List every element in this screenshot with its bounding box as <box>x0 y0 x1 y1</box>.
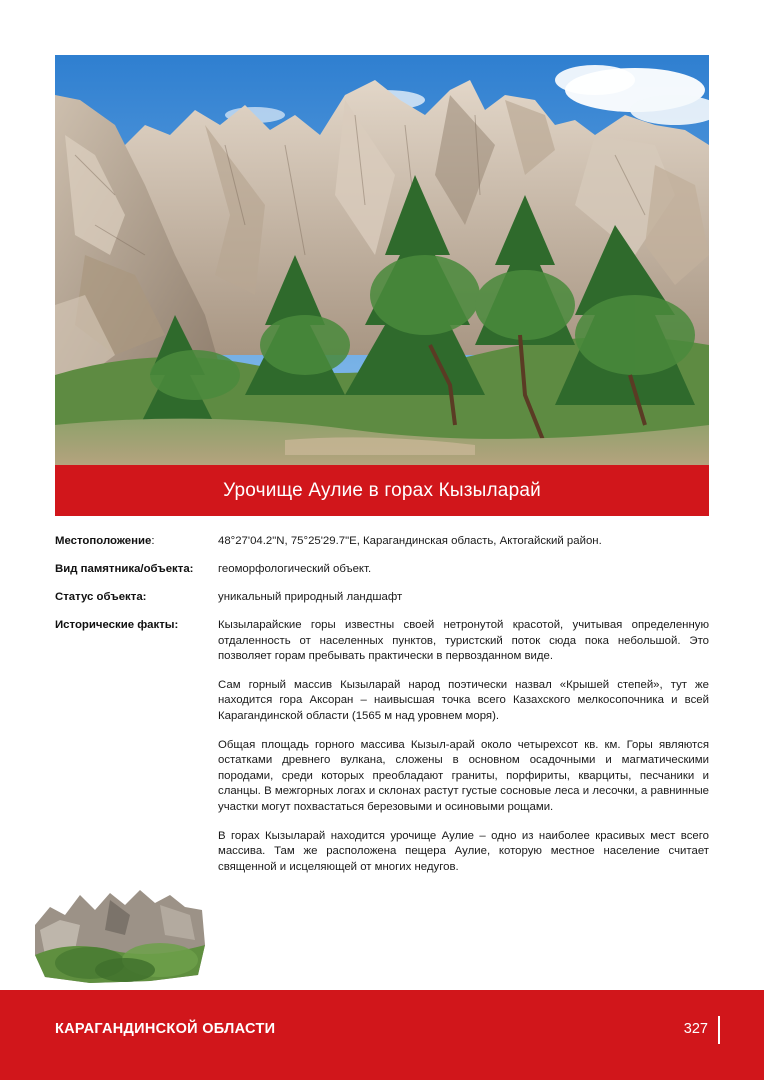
decorative-rock-illustration <box>30 885 208 985</box>
status-label: Статус объекта: <box>55 591 147 603</box>
info-section <box>55 534 709 888</box>
page-number: 327 <box>683 1021 708 1037</box>
type-value: геоморфологический объект. <box>218 563 372 575</box>
page-title: Урочище Аулие в горах Кызыларай <box>223 479 541 501</box>
location-label: Местоположение: <box>55 535 155 547</box>
history-row <box>55 618 709 875</box>
status-row <box>55 590 709 618</box>
history-label: Исторические факты: <box>55 619 179 631</box>
type-row <box>55 562 709 590</box>
status-value: уникальный природный ландшафт <box>218 591 403 603</box>
history-text <box>218 618 709 875</box>
footer-divider <box>718 1016 720 1044</box>
hero-photo <box>55 55 709 465</box>
rock-cutout-image <box>30 885 208 985</box>
mountain-landscape-image <box>55 55 709 465</box>
location-value: 48°27'04.2"N, 75°25'29.7"E, Карагандинская область, Актогайский район. <box>218 535 602 547</box>
footer-bar <box>0 990 764 1080</box>
location-row <box>55 534 709 562</box>
history-paragraph: Кызыларайские горы известны своей нетронутой красотой, учитывая определенную отдаленность от населенных пунктов, туристский поток сюда пока небольшой. Это позволяет горам пребывать практически в первозданном виде. <box>218 619 709 663</box>
history-paragraph: Общая площадь горного массива Кызыл-арай около четырехсот кв. км. Горы являются остатками древнего вулкана, сложены в основном осадочными и магматическими породами, среди которых преобладают граниты, порфириты, кварциты, песчаники и сланцы. В межгорных логах и склонах растут густые сосновые леса и лесочки, а равнинные участки могут похвастаться березовыми и осиновыми рощами. <box>218 738 709 813</box>
type-label: Вид памятника/объекта: <box>55 563 194 575</box>
history-paragraph: В горах Кызыларай находится урочище Аулие – одно из наиболее красивых мест всего массива. Там же расположена пещера Аулие, которую местное население считает священной и исцеляющей от многих недугов. <box>218 829 709 873</box>
history-paragraph: Сам горный массив Кызыларай народ поэтически назвал «Крышей степей», тут же находится гора Аксоран – наивысшая точка всего Казахского мелкосопочника и всей Карагандинской области (1565 м над уровнем моря). <box>218 678 709 722</box>
footer-region: КАРАГАНДИНСКОЙ ОБЛАСТИ <box>55 1021 276 1037</box>
title-banner <box>55 465 709 516</box>
